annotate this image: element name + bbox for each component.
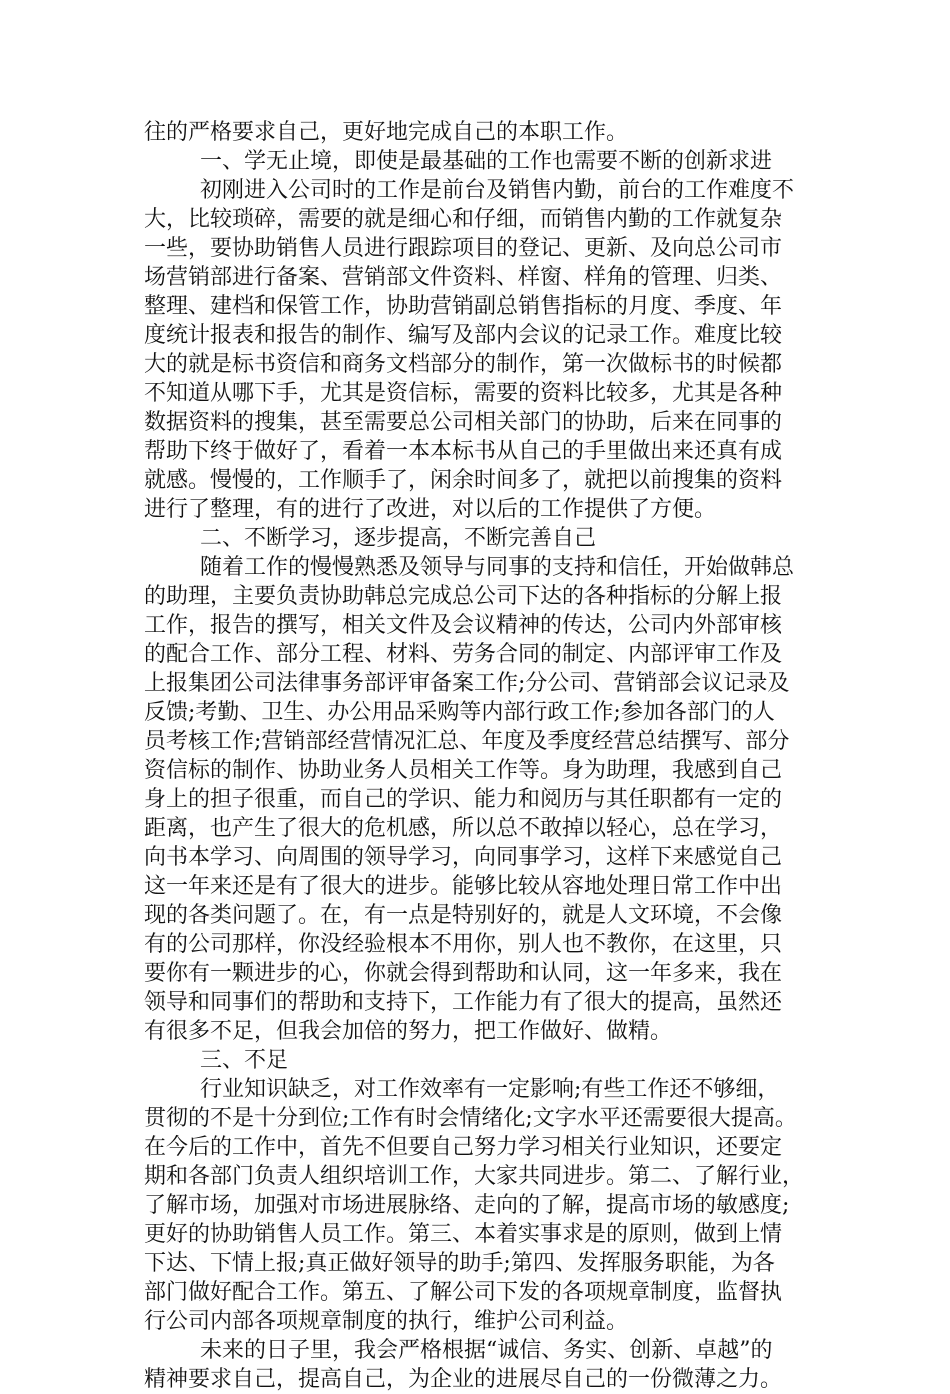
- text-line: 上报集团公司法律事务部评审备案工作;分公司、营销部会议记录及: [144, 671, 790, 696]
- text-line: 身上的担子很重，而自己的学识、能力和阅历与其任职都有一定的: [144, 787, 783, 812]
- text-line: 有的公司那样，你没经验根本不用你，别人也不教你，在这里，只: [144, 932, 783, 957]
- text-line: 资信标的制作、协助业务人员相关工作等。身为助理，我感到自己: [144, 758, 783, 783]
- text-line: 在今后的工作中，首先不但要自己努力学习相关行业知识，还要定: [144, 1135, 783, 1160]
- text-line: 现的各类问题了。在，有一点是特别好的，就是人文环境，不会像: [144, 903, 783, 928]
- text-line: 精神要求自己，提高自己，为企业的进展尽自己的一份微薄之力。: [144, 1367, 783, 1392]
- text-line: 更好的协助销售人员工作。第三、本着实事求是的原则，做到上情: [144, 1222, 783, 1247]
- text-line: 往的严格要求自己，更好地完成自己的本职工作。: [144, 120, 629, 145]
- text-line: 场营销部进行备案、营销部文件资料、样窗、样角的管理、归类、: [144, 265, 783, 290]
- text-line: 员考核工作;营销部经营情况汇总、年度及季度经营总结撰写、部分: [144, 729, 790, 754]
- text-line: 了解市场，加强对市场进展脉络、走向的了解，提高市场的敏感度;: [144, 1193, 790, 1218]
- paragraph-first-line: 随着工作的慢慢熟悉及领导与同事的支持和信任，开始做韩总: [200, 555, 795, 580]
- text-line: 帮助下终于做好了，看着一本本标书从自己的手里做出来还真有成: [144, 439, 783, 464]
- paragraph-first-line: 二、不断学习，逐步提高，不断完善自己: [200, 526, 597, 551]
- paragraph-first-line: 初刚进入公司时的工作是前台及销售内勤，前台的工作难度不: [200, 178, 795, 203]
- text-line: 的助理，主要负责协助韩总完成总公司下达的各种指标的分解上报: [144, 584, 783, 609]
- text-line: 就感。慢慢的，工作顺手了，闲余时间多了，就把以前搜集的资料: [144, 468, 783, 493]
- text-line: 这一年来还是有了很大的进步。能够比较从容地处理日常工作中出: [144, 874, 783, 899]
- text-line: 行公司内部各项规章制度的执行，维护公司利益。: [144, 1309, 629, 1334]
- text-line: 一些，要协助销售人员进行跟踪项目的登记、更新、及向总公司市: [144, 236, 783, 261]
- paragraph-first-line: 三、不足: [200, 1048, 289, 1073]
- text-line: 的配合工作、部分工程、材料、劳务合同的制定、内部评审工作及: [144, 642, 783, 667]
- text-line: 不知道从哪下手，尤其是资信标，需要的资料比较多，尤其是各种: [144, 381, 783, 406]
- paragraph-first-line: 一、学无止境，即使是最基础的工作也需要不断的创新求进: [200, 149, 773, 174]
- text-line: 向书本学习、向周围的领导学习，向同事学习，这样下来感觉自己: [144, 845, 783, 870]
- text-line: 有很多不足，但我会加倍的努力，把工作做好、做精。: [144, 1019, 673, 1044]
- text-line: 反馈;考勤、卫生、办公用品采购等内部行政工作;参加各部门的人: [144, 700, 775, 725]
- text-line: 部门做好配合工作。第五、了解公司下发的各项规章制度，监督执: [144, 1280, 783, 1305]
- text-line: 距离，也产生了很大的危机感，所以总不敢掉以轻心，总在学习，: [144, 816, 783, 841]
- text-line: 整理、建档和保管工作，协助营销副总销售指标的月度、季度、年: [144, 294, 783, 319]
- text-line: 数据资料的搜集，甚至需要总公司相关部门的协助，后来在同事的: [144, 410, 783, 435]
- paragraph-first-line: 行业知识缺乏，对工作效率有一定影响;有些工作还不够细，: [200, 1077, 780, 1102]
- text-line: 领导和同事们的帮助和支持下，工作能力有了很大的提高，虽然还: [144, 990, 783, 1015]
- text-line: 要你有一颗进步的心，你就会得到帮助和认同，这一年多来，我在: [144, 961, 783, 986]
- text-line: 进行了整理，有的进行了改进，对以后的工作提供了方便。: [144, 497, 717, 522]
- text-line: 大，比较琐碎，需要的就是细心和仔细，而销售内勤的工作就复杂: [144, 207, 783, 232]
- text-line: 度统计报表和报告的制作、编写及部内会议的记录工作。难度比较: [144, 323, 783, 348]
- text-line: 大的就是标书资信和商务文档部分的制作，第一次做标书的时候都: [144, 352, 783, 377]
- document-body: [144, 118, 812, 1394]
- text-line: 下达、下情上报;真正做好领导的助手;第四、发挥服务职能，为各: [144, 1251, 775, 1276]
- text-line: 期和各部门负责人组织培训工作，大家共同进步。第二、了解行业，: [144, 1164, 805, 1189]
- text-line: 贯彻的不是十分到位;工作有时会情绪化;文字水平还需要很大提高。: [144, 1106, 797, 1131]
- text-line: 工作，报告的撰写，相关文件及会议精神的传达，公司内外部审核: [144, 613, 783, 638]
- paragraph-first-line: 未来的日子里，我会严格根据“诚信、务实、创新、卓越”的: [200, 1338, 773, 1363]
